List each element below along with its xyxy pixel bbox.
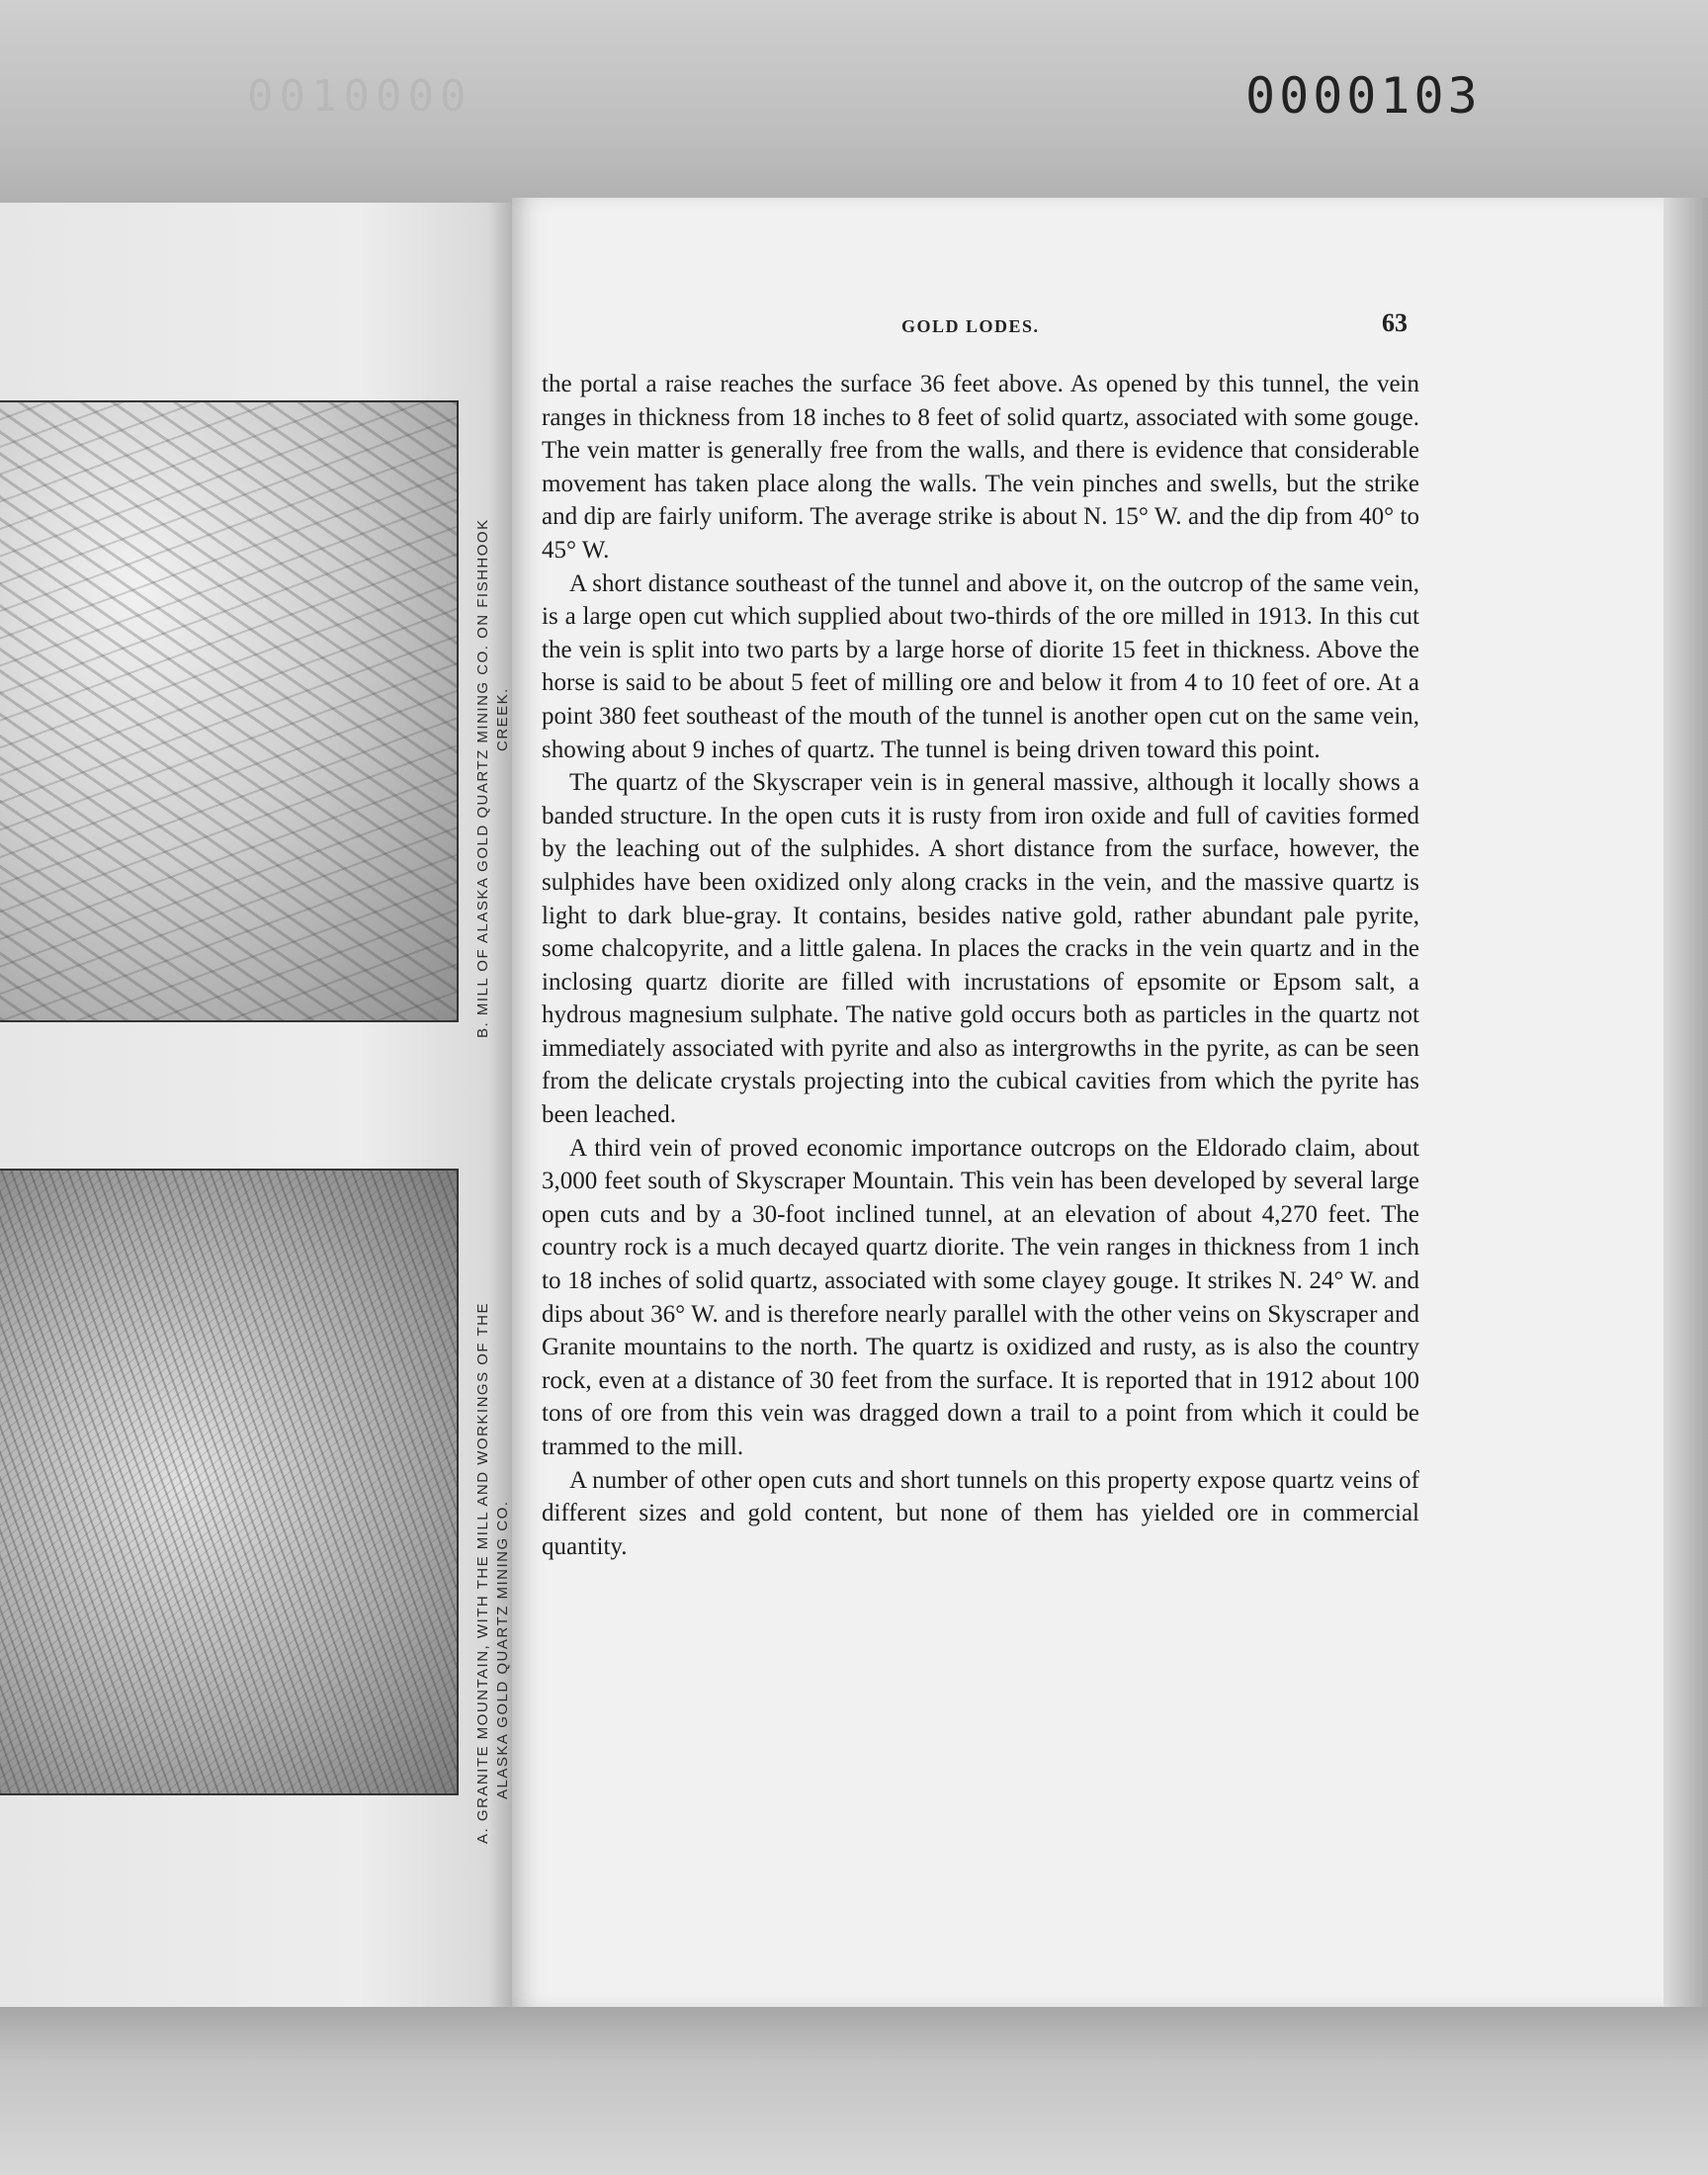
plate-b-caption-line2: CREEK. — [494, 687, 511, 751]
plate-b-caption-line1: B. MILL OF ALASKA GOLD QUARTZ MINING CO. ON FISHHOOK — [474, 518, 491, 1038]
plate-b-photo — [0, 400, 459, 1022]
paragraph: the portal a raise reaches the surface 36 feet above. As opened by this tunnel, the vein ranges in thickness from 18 inches to 8 feet of solid quartz, associated with some gouge. The vein matter is generally free from the walls, and there is evidence that considerable movement has taken place along the walls. The vein pinches and swells, but the strike and dip are fairly uniform. The average strike is about N. 15° W. and the dip from 40° to 45° W. — [542, 371, 1419, 564]
plate-a-photo — [0, 1169, 459, 1795]
plate-a-caption-line2: ALASKA GOLD QUARTZ MINING CO. — [494, 1500, 511, 1799]
paragraph: The quartz of the Skyscraper vein is in general massive, although it locally shows a banded structure. In the open cuts it is rusty from iron oxide and full of cavities formed by the leaching out of the sulphides. A short distance from the surface, however, the sulphides have been oxidized only along cracks in the vein, and the massive quartz is light to dark blue-gray. It contains, besides native gold, rather abundant pale pyrite, some chalcopyrite, and a little galena. In places the cracks in the vein quartz and in the inclosing quartz diorite are filled with incrustations of epsomite or Epsom salt, a hydrous magnesium sulphate. The native gold occurs both as particles in the quartz not immediately associated with pyrite and also as intergrowths in the pyrite, as can be seen from the delicate crystals projecting into the cubical cavities from which the pyrite has been leached. — [542, 769, 1419, 1129]
plate-a-caption-line1: A. GRANITE MOUNTAIN, WITH THE MILL AND WORKINGS OF THE — [474, 1302, 491, 1844]
paragraph: A short distance southeast of the tunnel and above it, on the outcrop of the same vein, is a large open cut which supplied about two-thirds of the ore milled in 1913. In this cut the vein is split into two parts by a large horse of diorite 15 feet in thickness. Above the horse is said to be about 5 feet of milling ore and below it from 4 to 10 feet of ore. At a point 380 feet southeast of the mouth of the tunnel is another open cut on the same vein, showing about 9 inches of quartz. The tunnel is being driven toward this point. — [542, 569, 1419, 763]
running-head: GOLD LODES. — [901, 316, 1040, 336]
paragraph: A third vein of proved economic importance outcrops on the Eldorado claim, about 3,000 feet south of Skyscraper Mountain. This vein has been developed by several large open cuts and by a 30-foot inclined tunnel, at an elevation of about 4,270 feet. The country rock is a much decayed quartz diorite. The vein ranges in thickness from 1 inch to 18 inches of solid quartz, associated with some clayey gouge. It strikes N. 24° W. and dips about 36° W. and is therefore nearly parallel with the other veins on Skyscraper and Granite mountains to the north. The quartz is oxidized and rusty, as is also the country rock, even at a distance of 30 feet from the surface. It is reported that in 1912 about 100 tons of ore from this vein was dragged down a trail to a point from which it could be trammed to the mill. — [542, 1134, 1419, 1460]
faint-stamp-number: 0010000 — [247, 71, 472, 122]
body-text — [542, 368, 1419, 1563]
archive-stamp-number: 0000103 — [1245, 67, 1482, 125]
paragraph: A number of other open cuts and short tunnels on this property expose quartz veins of different sizes and gold content, but none of them has yielded ore in commercial quantity. — [542, 1466, 1419, 1560]
left-page — [0, 203, 514, 2007]
scan-bottom-band — [0, 1987, 1708, 2175]
page-edge — [1664, 198, 1708, 2007]
page-number: 63 — [1382, 308, 1408, 337]
